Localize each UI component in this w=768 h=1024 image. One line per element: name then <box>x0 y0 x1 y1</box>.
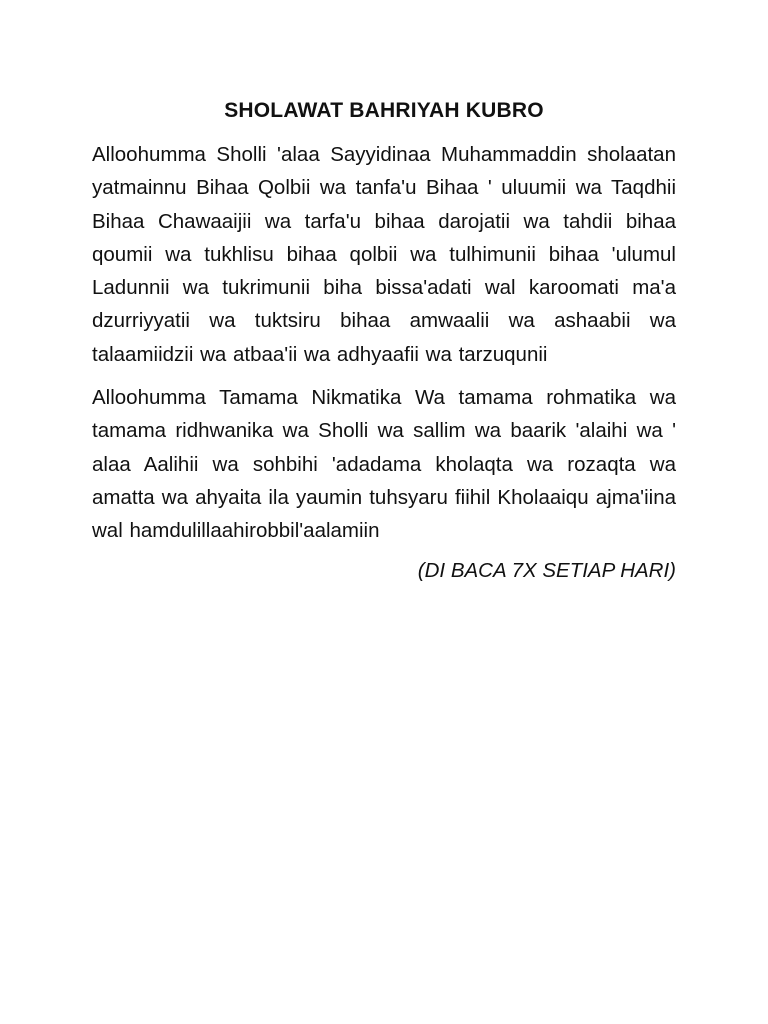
paragraph-2: Alloohumma Tamama Nikmatika Wa tamama rohmatika wa tamama ridhwanika wa Sholli wa sallim wa baarik 'alaihi wa ' alaa Aalihii wa sohbihi 'adadama kholaqta wa rozaqta wa amatta wa ahyaita ila yaumin tuhsyaru fiihil Kholaaiqu ajma'iina wal hamdulillaahirobbil'aalamiin <box>92 386 676 543</box>
document-page <box>92 96 676 587</box>
document-title: SHOLAWAT BAHRIYAH KUBRO <box>224 99 544 122</box>
paragraph-1: Alloohumma Sholli 'alaa Sayyidinaa Muhammaddin sholaatan yatmainnu Bihaa Qolbii wa tanfa'u Bihaa ' uluumii wa Taqdhii Bihaa Chawaaijii wa tarfa'u bihaa darojatii wa tahdii bihaa qoumii wa tukhlisu bihaa qolbii wa tulhimunii bihaa 'ulumul Ladunnii wa tukrimunii biha bissa'adati wal karoomati ma'a dzurriyyatii wa tuktsiru bihaa amwaalii wa ashaabii wa talaamiidzii wa atbaa'ii wa adhyaafii wa tarzuqunii <box>92 143 676 366</box>
reading-instruction-note: (DI BACA 7X SETIAP HARI) <box>417 558 676 582</box>
